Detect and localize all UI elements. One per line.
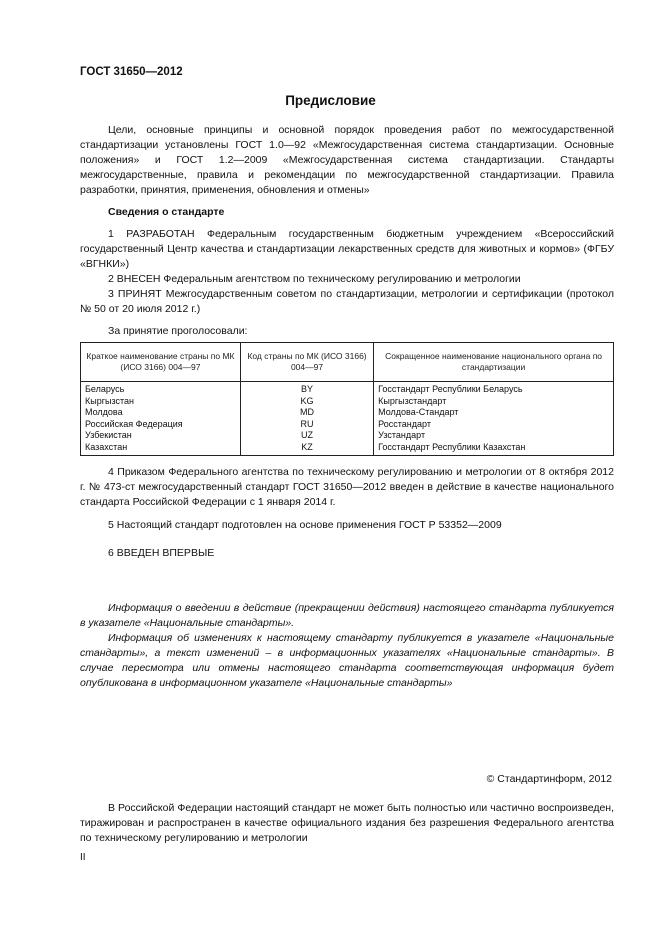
page-number: II xyxy=(80,852,86,863)
table-row xyxy=(81,396,614,408)
item-4-section xyxy=(80,465,614,510)
country-code: UZ xyxy=(240,430,373,442)
page-title: Предисловие xyxy=(285,93,376,108)
table-row xyxy=(81,382,614,396)
reproduction-notice xyxy=(80,801,614,846)
country-code: RU xyxy=(240,419,373,431)
country-name: Кыргызстан xyxy=(81,396,241,408)
intro-paragraph: Цели, основные принципы и основной порядок проведения работ по межгосударственной стандартизации установлены ГОСТ 1.0—92 «Межгосударственная система стандартизации. Основные положения» и ГОСТ 1.2—2009 «Межгосударственная система стандартизации. Стандарты межгосударственные, правила и рекомендации по межгосударственной стандартизации. Правила разработки, принятия, применения, обновления и отмены» xyxy=(80,124,614,196)
national-body: Молдова-Стандарт xyxy=(378,407,459,417)
intro-section xyxy=(80,123,614,198)
notice-paragraph: В Российской Федерации настоящий стандарт не может быть полностью или частично воспроизведен, тиражирован и распространен в качестве официального издания без разрешения Федерального агентства по техническому регулированию и метрологии xyxy=(80,802,614,844)
info-paragraph-2: Информация об изменениях к настоящему стандарту публикуется в указателе «Национальные стандарты», а текст изменений – в информационных указателях «Национальные стандарты». В случае пересмотра или отмены настоящего стандарта соответствующая информация будет опубликована в информационном указателе «Национальные стандарты» xyxy=(80,632,614,689)
table-header-row xyxy=(81,343,614,382)
item-3: 3 ПРИНЯТ Межгосударственным советом по стандартизации, метрологии и сертификации (протокол № 50 от 20 июля 2012 г.) xyxy=(80,288,614,315)
header-country-name: Краткое наименование страны по МК (ИСО 3166) 004—97 xyxy=(81,343,241,382)
national-body: Узстандарт xyxy=(378,430,426,440)
item-4: 4 Приказом Федерального агентства по техническому регулированию и метрологии от 8 октября 2012 г. № 473-ст межгосударственный стандарт ГОСТ 31650—2012 введен в действие в качестве национального стандарта Российской Федерации с 1 января 2014 г. xyxy=(80,466,614,508)
voted-label: За принятие проголосовали: xyxy=(108,325,248,337)
national-body: Госстандарт Республики Казахстан xyxy=(378,441,526,452)
country-name: Казахстан xyxy=(81,442,241,456)
publication-info xyxy=(80,601,614,691)
table-row xyxy=(81,419,614,431)
national-body: Росстандарт xyxy=(378,418,431,429)
country-name: Узбекистан xyxy=(81,430,241,442)
country-code: KZ xyxy=(240,442,373,456)
info-paragraph-1: Информация о введении в действие (прекращении действия) настоящего стандарта публикуется в указателе «Национальные стандарты». xyxy=(80,602,614,629)
national-body: Кыргызстандарт xyxy=(378,395,447,406)
standard-info-section xyxy=(80,227,614,317)
item-2: 2 ВНЕСЕН Федеральным агентством по техническому регулированию и метрологии xyxy=(108,273,521,285)
table-row xyxy=(81,430,614,442)
header-country-code: Код страны по МК (ИСО 3166) 004—97 xyxy=(240,343,373,382)
item-5: 5 Настоящий стандарт подготовлен на основе применения ГОСТ Р 53352—2009 xyxy=(108,519,502,531)
document-id: ГОСТ 31650—2012 xyxy=(80,66,183,78)
copyright: © Стандартинформ, 2012 xyxy=(486,773,612,785)
header-national-body: Сокращенное наименование национального органа по стандартизации xyxy=(374,343,614,382)
country-name: Беларусь xyxy=(81,382,241,396)
national-body: Госстандарт Республики Беларусь xyxy=(378,384,523,394)
country-code: BY xyxy=(240,382,373,396)
item-1: 1 РАЗРАБОТАН Федеральным государственным бюджетным учреждением «Всероссийский государственный Центр качества и стандартизации лекарственных средств для животных и кормов» (ФГБУ «ВГНКИ») xyxy=(80,228,614,270)
country-code: KG xyxy=(240,396,373,408)
item-6-section xyxy=(80,546,614,561)
item-5-section xyxy=(80,518,614,533)
table-row xyxy=(81,442,614,456)
country-code: MD xyxy=(240,407,373,419)
standard-info-heading: Сведения о стандарте xyxy=(108,206,225,218)
country-table xyxy=(80,342,614,456)
item-6: 6 ВВЕДЕН ВПЕРВЫЕ xyxy=(108,547,215,559)
table-row xyxy=(81,407,614,419)
country-name: Молдова xyxy=(81,407,241,419)
country-name: Российская Федерация xyxy=(81,419,241,431)
